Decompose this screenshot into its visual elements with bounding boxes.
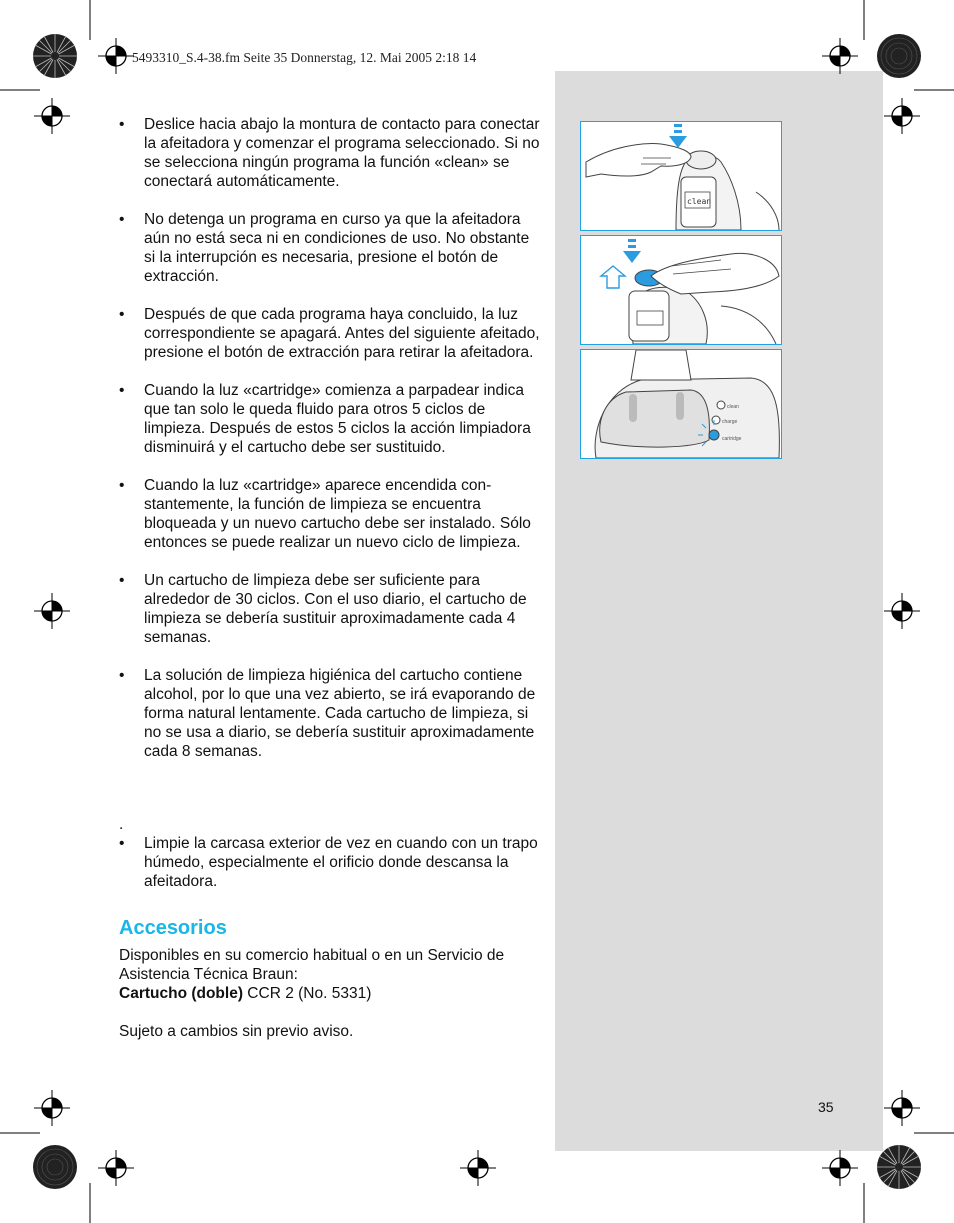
bullet-dot: •	[119, 477, 125, 494]
bullet-dot: •	[119, 306, 125, 323]
hand-pressing-button-illustration	[581, 236, 781, 344]
illustration-press-button	[580, 235, 782, 345]
accessories-intro: Disponibles en su comercio habitual o en un Servicio de Asistencia Técnica Braun:	[119, 947, 505, 983]
starburst-mark-icon	[32, 1144, 78, 1190]
list-item	[119, 381, 544, 457]
list-item-text: Limpie la carcasa exterior de vez en cuando con un trapo húmedo, especialmente el orificio donde descansa la afeitadora.	[144, 835, 538, 890]
list-item-text: La solución de limpieza higiénica del cartucho contiene alcohol, por lo que una vez abierto, se irá evaporando de forma natural lentamente. Cada cartucho de limpieza, si no se usa a diario, se debería sustituir aproximadamente cada 8 semanas.	[144, 667, 536, 760]
product-name: Cartucho (doble)	[119, 985, 243, 1002]
crosshair-icon	[34, 98, 70, 134]
bullet-dot: •	[119, 382, 125, 399]
instruction-list	[119, 115, 544, 761]
starburst-mark-icon	[876, 33, 922, 79]
hand-pressing-shaver-illustration	[581, 122, 781, 230]
list-item-text: Cuando la luz «cartridge» aparece encendida con-stantemente, la función de limpieza se encuentra bloqueada y un nuevo cartucho debe ser instalado. Sólo entonces se puede realizar un nuevo ciclo de limpieza.	[144, 477, 531, 551]
bullet-dot: •	[119, 835, 125, 852]
accessories-notice: Sujeto a cambios sin previo aviso.	[119, 1023, 354, 1040]
accessories-product	[119, 984, 544, 1003]
list-item	[119, 834, 544, 891]
display-text: clean	[687, 197, 712, 206]
list-item	[119, 210, 544, 286]
starburst-mark-icon	[32, 33, 78, 79]
cleaning-station-illustration	[581, 350, 781, 458]
illustration-insert-shaver	[580, 121, 782, 231]
crosshair-icon	[822, 1150, 858, 1186]
print-file-header: 5493310_S.4-38.fm Seite 35 Donnerstag, 12. Mai 2005 2:18 14	[132, 50, 477, 65]
page-number: 35	[818, 1099, 834, 1115]
list-item	[119, 305, 544, 362]
bullet-dot: •	[119, 211, 125, 228]
crosshair-icon	[34, 1090, 70, 1126]
list-item	[119, 571, 544, 647]
bullet-dot: •	[119, 116, 125, 133]
list-item-text: No detenga un programa en curso ya que la afeitadora aún no está seca ni en condiciones de uso. No obstante si la interrupción es necesaria, presione el botón de extracción.	[144, 211, 530, 285]
panel-label: cartridge	[722, 436, 742, 442]
crosshair-icon	[884, 98, 920, 134]
list-item-text: Deslice hacia abajo la montura de contacto para conectar la afeitadora y comenzar el programa seleccionado. Si no se selecciona ningún programa la función «clean» se conectará automáticamente.	[144, 116, 540, 190]
list-item-text: Cuando la luz «cartridge» comienza a parpadear indica que tan solo le queda fluido para otros 5 ciclos de limpieza. Después de estos 5 ciclos la acción limpiadora disminuirá y el cartucho debe ser sustituido.	[144, 382, 531, 456]
crosshair-icon	[98, 1150, 134, 1186]
crosshair-icon	[34, 593, 70, 629]
section-title: Accesorios	[119, 917, 227, 939]
crosshair-icon	[460, 1150, 496, 1186]
list-item-text: Un cartucho de limpieza debe ser suficiente para alrededor de 30 ciclos. Con el uso diario, el cartucho de limpieza se debería sustituir aproximadamente cada 4 semanas.	[144, 572, 527, 646]
illustration-station-panel	[580, 349, 782, 459]
crosshair-icon	[822, 38, 858, 74]
panel-label: clean	[727, 404, 739, 410]
bullet-dot: •	[119, 572, 125, 589]
list-item	[119, 476, 544, 552]
panel-label: charge	[722, 419, 738, 425]
crosshair-icon	[884, 593, 920, 629]
instruction-list-last	[119, 834, 544, 910]
list-item	[119, 666, 544, 761]
product-code: CCR 2 (No. 5331)	[243, 985, 372, 1002]
list-item	[119, 115, 544, 191]
crosshair-icon	[98, 38, 134, 74]
list-item-text: Después de que cada programa haya concluido, la luz correspondiente se apagará. Antes del siguiente afeitado, presione el botón de extracción para retirar la afeitadora.	[144, 306, 540, 361]
bullet-dot: •	[119, 667, 125, 684]
crosshair-icon	[884, 1090, 920, 1126]
accessories-body	[119, 946, 544, 1041]
stray-period: .	[119, 816, 124, 833]
starburst-mark-icon	[876, 1144, 922, 1190]
